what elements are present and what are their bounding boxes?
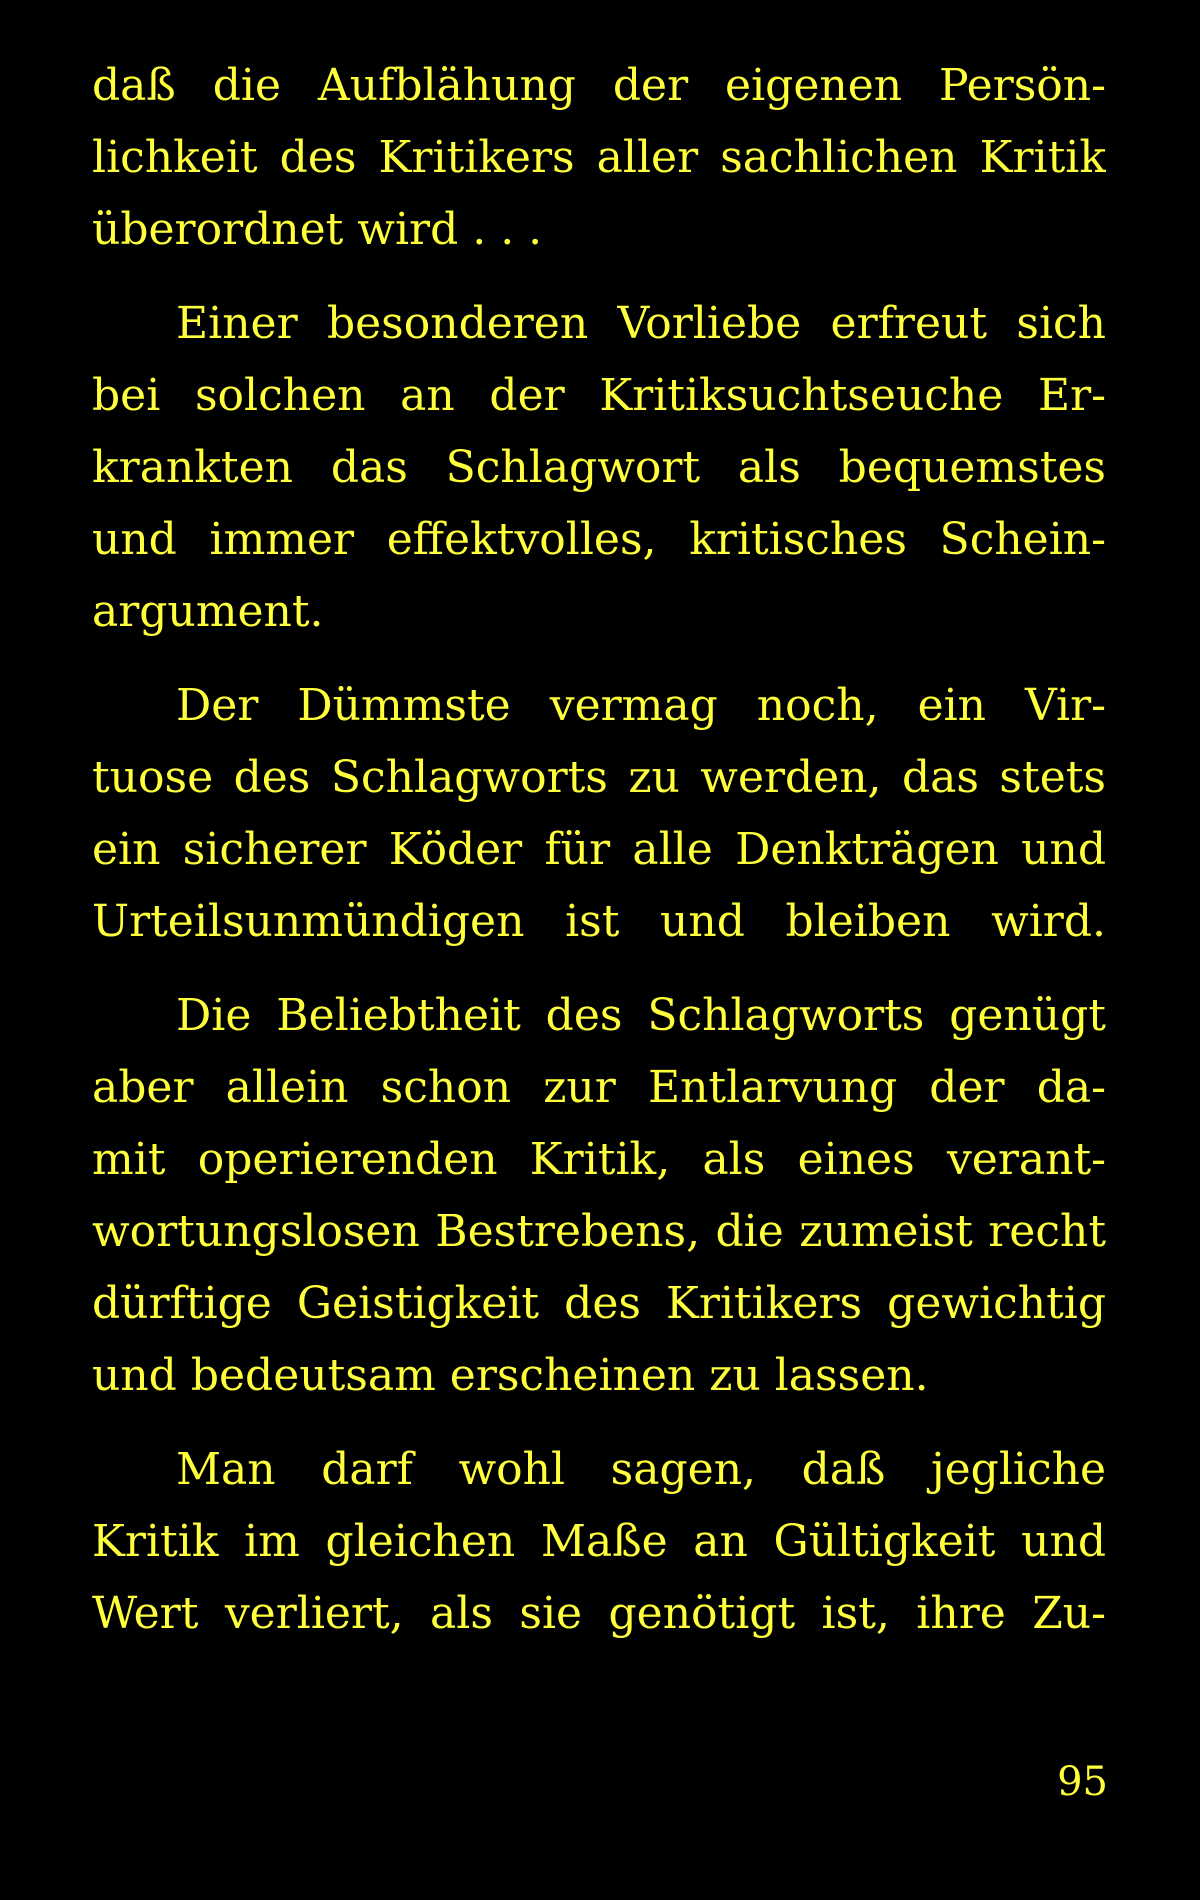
text-line: ein sicherer Köder für alle Denkträgen und [92, 824, 1106, 875]
paragraph-4 [92, 980, 1106, 1412]
text-line: krankten das Schlagwort als bequemstes [92, 442, 1106, 493]
text-line: tuose des Schlagworts zu werden, das stets [92, 752, 1106, 803]
text-line: bei solchen an der Kritiksuchtseuche Er- [92, 370, 1106, 421]
text-line: lichkeit des Kritikers aller sachlichen Kritik [92, 132, 1106, 183]
book-page [92, 50, 1106, 1672]
text-line: Man darf wohl sagen, daß jegliche [176, 1444, 1106, 1495]
text-line: Wert verliert, als sie genötigt ist, ihre Zu- [92, 1588, 1106, 1639]
text-line: daß die Aufblähung der eigenen Persön- [92, 60, 1106, 111]
paragraph-5 [92, 1434, 1106, 1650]
text-line: mit operierenden Kritik, als eines verant- [92, 1134, 1106, 1185]
text-line: Der Dümmste vermag noch, ein Vir- [176, 680, 1106, 731]
text-line: Die Beliebtheit des Schlagworts genügt [176, 990, 1106, 1041]
text-line: überordnet wird . . . [92, 204, 543, 255]
text-line: und immer effektvolles, kritisches Schein- [92, 514, 1106, 565]
text-line: Einer besonderen Vorliebe erfreut sich [176, 298, 1106, 349]
paragraph-1 [92, 50, 1106, 266]
text-line: und bedeutsam erscheinen zu lassen. [92, 1350, 929, 1401]
text-line: argument. [92, 586, 324, 637]
text-line: Urteilsunmündigen ist und bleiben wird. [92, 896, 1106, 947]
text-line: wortungslosen Bestrebens, die zumeist recht [92, 1206, 1106, 1257]
page-number: 95 [1057, 1759, 1108, 1805]
paragraph-2 [92, 288, 1106, 648]
text-line: dürftige Geistigkeit des Kritikers gewichtig [92, 1278, 1106, 1329]
text-line: Kritik im gleichen Maße an Gültigkeit und [92, 1516, 1106, 1567]
paragraph-3 [92, 670, 1106, 958]
text-line: aber allein schon zur Entlarvung der da- [92, 1062, 1106, 1113]
